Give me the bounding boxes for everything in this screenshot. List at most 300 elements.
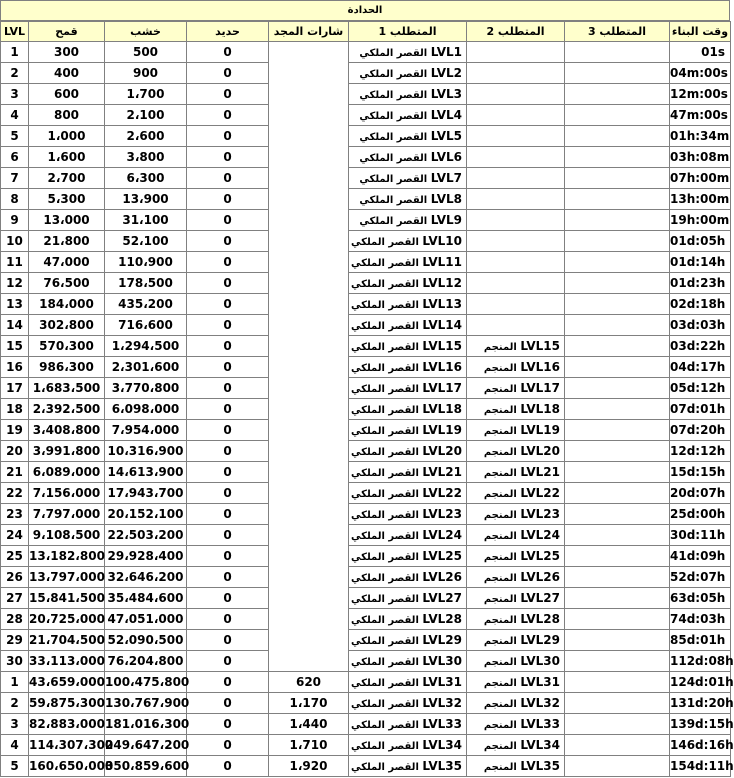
cell-iron: 0: [187, 315, 269, 336]
table-row: [1, 693, 731, 714]
cell-req2-level: LVL33: [520, 717, 560, 731]
cell-req1: [349, 168, 467, 189]
cell-iron: 0: [187, 168, 269, 189]
cell-wood: 2،100: [105, 105, 187, 126]
cell-time: 85d:01h: [670, 630, 731, 651]
cell-req1-building: القصر الملكي: [351, 384, 423, 395]
cell-time: 01d:05h: [670, 231, 731, 252]
cell-req2-building: المنجم: [483, 636, 521, 647]
table-row: [1, 315, 731, 336]
cell-wood: 3،800: [105, 147, 187, 168]
cell-req2: [467, 84, 565, 105]
cell-req2: [467, 714, 565, 735]
cell-iron: 0: [187, 525, 269, 546]
cell-lvl: 4: [1, 735, 29, 756]
cell-wood: 110،900: [105, 252, 187, 273]
cell-wheat: 76،500: [29, 273, 105, 294]
cell-badges: 1،170: [269, 693, 349, 714]
cell-req1: [349, 189, 467, 210]
cell-req1-level: LVL30: [422, 654, 462, 668]
cell-req2-level: LVL32: [520, 696, 560, 710]
cell-iron: 0: [187, 651, 269, 672]
cell-req2: [467, 105, 565, 126]
table-row: [1, 399, 731, 420]
cell-req1-building: القصر الملكي: [351, 405, 423, 416]
cell-wood: 17،943،700: [105, 483, 187, 504]
cell-req3: [565, 630, 670, 651]
table-row: [1, 420, 731, 441]
cell-req1-level: LVL11: [422, 255, 462, 269]
cell-wheat: 184،000: [29, 294, 105, 315]
sheet-title: الحدادة: [0, 0, 730, 21]
cell-req2-level: LVL22: [520, 486, 560, 500]
cell-req3: [565, 168, 670, 189]
cell-req2-building: المنجم: [483, 489, 521, 500]
cell-badges: [269, 567, 349, 588]
header-time: وقت البناء: [670, 22, 731, 42]
cell-req1: [349, 126, 467, 147]
cell-iron: 0: [187, 336, 269, 357]
header-iron: حديد: [187, 22, 269, 42]
cell-req1: [349, 210, 467, 231]
cell-iron: 0: [187, 378, 269, 399]
cell-wood: 7،954،000: [105, 420, 187, 441]
cell-wheat: 400: [29, 63, 105, 84]
cell-badges: [269, 546, 349, 567]
table-row: [1, 84, 731, 105]
cell-req2: [467, 735, 565, 756]
cell-req3: [565, 147, 670, 168]
cell-badges: [269, 441, 349, 462]
cell-wood: 716،600: [105, 315, 187, 336]
cell-req1-level: LVL15: [422, 339, 462, 353]
cell-time: 12d:12h: [670, 441, 731, 462]
cell-req2: [467, 672, 565, 693]
cell-time: 12m:00s: [670, 84, 731, 105]
cell-req1: [349, 252, 467, 273]
cell-wood: 2،600: [105, 126, 187, 147]
cell-req1-building: القصر الملكي: [351, 237, 423, 248]
cell-req2: [467, 756, 565, 777]
cell-lvl: 25: [1, 546, 29, 567]
cell-req1-level: LVL19: [422, 423, 462, 437]
cell-wood: 3،770،800: [105, 378, 187, 399]
table-row: [1, 168, 731, 189]
cell-time: 112d:08h: [670, 651, 731, 672]
cell-req3: [565, 399, 670, 420]
cell-wheat: 160،650،000: [29, 756, 105, 777]
cell-req1-building: القصر الملكي: [359, 69, 431, 80]
cell-req1-building: القصر الملكي: [351, 342, 423, 353]
table-row: [1, 294, 731, 315]
cell-req3: [565, 588, 670, 609]
cell-wheat: 59،875،300: [29, 693, 105, 714]
cell-wood: 52،100: [105, 231, 187, 252]
cell-req1-level: LVL12: [422, 276, 462, 290]
cell-req1: [349, 567, 467, 588]
cell-wood: 76،204،800: [105, 651, 187, 672]
cell-iron: 0: [187, 714, 269, 735]
cell-wheat: 1،600: [29, 147, 105, 168]
cell-lvl: 11: [1, 252, 29, 273]
cell-time: 03d:22h: [670, 336, 731, 357]
cell-req1: [349, 63, 467, 84]
cell-lvl: 2: [1, 63, 29, 84]
cell-req2-level: LVL27: [520, 591, 560, 605]
cell-wheat: 302،800: [29, 315, 105, 336]
cell-req2-level: LVL21: [520, 465, 560, 479]
cell-wheat: 3،991،800: [29, 441, 105, 462]
table-row: [1, 504, 731, 525]
cell-req1: [349, 294, 467, 315]
cell-req1: [349, 105, 467, 126]
cell-req2-building: المنجم: [483, 405, 521, 416]
table-row: [1, 273, 731, 294]
cell-wood: 2،301،600: [105, 357, 187, 378]
cell-iron: 0: [187, 588, 269, 609]
table-row: [1, 630, 731, 651]
cell-req2-level: LVL25: [520, 549, 560, 563]
cell-req3: [565, 84, 670, 105]
cell-time: 47m:00s: [670, 105, 731, 126]
cell-req3: [565, 567, 670, 588]
cell-req2-level: LVL34: [520, 738, 560, 752]
cell-req1: [349, 693, 467, 714]
cell-req2: [467, 588, 565, 609]
table-row: [1, 147, 731, 168]
table-row: [1, 735, 731, 756]
cell-badges: [269, 63, 349, 84]
cell-req1-building: القصر الملكي: [351, 573, 423, 584]
cell-req1: [349, 630, 467, 651]
cell-time: 131d:20h: [670, 693, 731, 714]
cell-req1-building: القصر الملكي: [351, 594, 423, 605]
cell-req1-level: LVL24: [422, 528, 462, 542]
cell-wheat: 600: [29, 84, 105, 105]
cell-iron: 0: [187, 609, 269, 630]
cell-req1-level: LVL29: [422, 633, 462, 647]
cell-req1-building: القصر الملكي: [351, 363, 423, 374]
cell-req3: [565, 357, 670, 378]
cell-req3: [565, 315, 670, 336]
cell-time: 124d:01h: [670, 672, 731, 693]
cell-req2-building: المنجم: [483, 720, 521, 731]
cell-req1: [349, 462, 467, 483]
cell-req2-building: المنجم: [483, 594, 521, 605]
cell-wood: 6،300: [105, 168, 187, 189]
cell-wheat: 114،307،300: [29, 735, 105, 756]
cell-wood: 52،090،500: [105, 630, 187, 651]
cell-badges: [269, 231, 349, 252]
cell-req3: [565, 63, 670, 84]
cell-badges: [269, 651, 349, 672]
cell-req1-level: LVL33: [422, 717, 462, 731]
cell-badges: [269, 126, 349, 147]
cell-req2-building: المنجم: [483, 657, 521, 668]
cell-req2-building: المنجم: [483, 552, 521, 563]
cell-req2: [467, 126, 565, 147]
cell-wheat: 21،800: [29, 231, 105, 252]
cell-badges: [269, 42, 349, 63]
cell-req3: [565, 105, 670, 126]
cell-req1-building: القصر الملكي: [351, 531, 423, 542]
cell-req2: [467, 168, 565, 189]
cell-req1: [349, 336, 467, 357]
cell-req1-level: LVL14: [422, 318, 462, 332]
cell-req1: [349, 399, 467, 420]
cell-lvl: 10: [1, 231, 29, 252]
cell-time: 20d:07h: [670, 483, 731, 504]
cell-iron: 0: [187, 630, 269, 651]
cell-req2: [467, 315, 565, 336]
cell-iron: 0: [187, 441, 269, 462]
table-row: [1, 672, 731, 693]
cell-time: 13h:00m: [670, 189, 731, 210]
cell-lvl: 14: [1, 315, 29, 336]
cell-req2: [467, 147, 565, 168]
cell-req1-building: القصر الملكي: [351, 489, 423, 500]
cell-req1-building: القصر الملكي: [351, 321, 423, 332]
cell-req2-level: LVL29: [520, 633, 560, 647]
cell-req2-level: LVL17: [520, 381, 560, 395]
cell-req3: [565, 672, 670, 693]
cell-req1: [349, 42, 467, 63]
table-row: [1, 609, 731, 630]
cell-req1-building: القصر الملكي: [359, 132, 431, 143]
table-row: [1, 525, 731, 546]
cell-req1-level: LVL5: [430, 129, 462, 143]
cell-req1-level: LVL3: [430, 87, 462, 101]
cell-req2: [467, 420, 565, 441]
cell-req2-building: المنجم: [483, 678, 521, 689]
cell-wheat: 82،883،000: [29, 714, 105, 735]
cell-req2-building: المنجم: [483, 699, 521, 710]
cell-iron: 0: [187, 504, 269, 525]
cell-badges: [269, 336, 349, 357]
header-req2: المتطلب 2: [467, 22, 565, 42]
cell-req2-level: LVL23: [520, 507, 560, 521]
cell-iron: 0: [187, 42, 269, 63]
cell-badges: [269, 168, 349, 189]
cell-badges: [269, 588, 349, 609]
table-row: [1, 105, 731, 126]
cell-req3: [565, 294, 670, 315]
cell-req2-level: LVL26: [520, 570, 560, 584]
cell-iron: 0: [187, 546, 269, 567]
cell-wheat: 986،300: [29, 357, 105, 378]
cell-wheat: 21،704،500: [29, 630, 105, 651]
cell-time: 04d:17h: [670, 357, 731, 378]
cell-req1-building: القصر الملكي: [351, 720, 423, 731]
table-row: [1, 126, 731, 147]
cell-wheat: 2،700: [29, 168, 105, 189]
table-row: [1, 756, 731, 777]
table-row: [1, 378, 731, 399]
cell-time: 03d:03h: [670, 315, 731, 336]
cell-wheat: 5،300: [29, 189, 105, 210]
table-row: [1, 357, 731, 378]
cell-lvl: 12: [1, 273, 29, 294]
cell-req3: [565, 42, 670, 63]
cell-lvl: 27: [1, 588, 29, 609]
cell-badges: 1،920: [269, 756, 349, 777]
cell-req3: [565, 231, 670, 252]
cell-time: 154d:11h: [670, 756, 731, 777]
cell-iron: 0: [187, 420, 269, 441]
cell-req1-building: القصر الملكي: [359, 174, 431, 185]
cell-req1-level: LVL28: [422, 612, 462, 626]
cell-iron: 0: [187, 399, 269, 420]
cell-lvl: 28: [1, 609, 29, 630]
cell-lvl: 2: [1, 693, 29, 714]
cell-req2: [467, 693, 565, 714]
cell-req1-level: LVL1: [430, 45, 462, 59]
cell-iron: 0: [187, 756, 269, 777]
cell-iron: 0: [187, 294, 269, 315]
cell-req1-level: LVL22: [422, 486, 462, 500]
header-wheat: قمح: [29, 22, 105, 42]
cell-wood: 900: [105, 63, 187, 84]
cell-lvl: 5: [1, 126, 29, 147]
cell-req2: [467, 336, 565, 357]
cell-req1: [349, 756, 467, 777]
cell-req2: [467, 609, 565, 630]
cell-req1-building: القصر الملكي: [351, 741, 423, 752]
cell-req2: [467, 441, 565, 462]
cell-wheat: 15،841،500: [29, 588, 105, 609]
cell-time: 63d:05h: [670, 588, 731, 609]
cell-iron: 0: [187, 567, 269, 588]
cell-time: 03h:08m: [670, 147, 731, 168]
cell-req1-level: LVL8: [430, 192, 462, 206]
cell-req1-building: القصر الملكي: [351, 762, 423, 773]
cell-req3: [565, 462, 670, 483]
cell-req2-building: المنجم: [483, 741, 521, 752]
cell-iron: 0: [187, 126, 269, 147]
cell-req2-building: المنجم: [483, 342, 521, 353]
cell-req1: [349, 357, 467, 378]
cell-req2-level: LVL20: [520, 444, 560, 458]
cell-req1-level: LVL20: [422, 444, 462, 458]
cell-req1: [349, 588, 467, 609]
cell-badges: [269, 189, 349, 210]
cell-req3: [565, 336, 670, 357]
cell-req3: [565, 714, 670, 735]
cell-lvl: 9: [1, 210, 29, 231]
cell-req3: [565, 735, 670, 756]
cell-wheat: 7،156،000: [29, 483, 105, 504]
cell-time: 02d:18h: [670, 294, 731, 315]
cell-time: 01h:34m: [670, 126, 731, 147]
cell-req1-building: القصر الملكي: [351, 258, 423, 269]
cell-req2-building: المنجم: [483, 615, 521, 626]
cell-req1-building: القصر الملكي: [359, 153, 431, 164]
cell-req2: [467, 525, 565, 546]
table-row: [1, 483, 731, 504]
cell-wood: 130،767،900: [105, 693, 187, 714]
cell-badges: [269, 252, 349, 273]
cell-wheat: 800: [29, 105, 105, 126]
cell-time: 07d:20h: [670, 420, 731, 441]
cell-req2: [467, 462, 565, 483]
cell-req2-level: LVL19: [520, 423, 560, 437]
cell-badges: [269, 504, 349, 525]
cell-req2-level: LVL28: [520, 612, 560, 626]
cell-req1-building: القصر الملكي: [351, 279, 423, 290]
cell-req3: [565, 546, 670, 567]
cell-req2-building: المنجم: [483, 468, 521, 479]
cell-req1-level: LVL9: [430, 213, 462, 227]
cell-req1: [349, 714, 467, 735]
cell-time: 01s: [670, 42, 731, 63]
cell-iron: 0: [187, 63, 269, 84]
cell-req1-level: LVL26: [422, 570, 462, 584]
cell-lvl: 6: [1, 147, 29, 168]
cell-req3: [565, 273, 670, 294]
cell-req1: [349, 483, 467, 504]
cell-req2-building: المنجم: [483, 531, 521, 542]
cell-req1-building: القصر الملكي: [359, 90, 431, 101]
cell-req2: [467, 357, 565, 378]
cell-badges: [269, 105, 349, 126]
cell-req1-level: LVL34: [422, 738, 462, 752]
cell-badges: [269, 357, 349, 378]
cell-wood: 181،016،300: [105, 714, 187, 735]
cell-badges: 620: [269, 672, 349, 693]
cell-req2-level: LVL16: [520, 360, 560, 374]
cell-wheat: 13،797،000: [29, 567, 105, 588]
cell-req1-level: LVL35: [422, 759, 462, 773]
cell-lvl: 8: [1, 189, 29, 210]
cell-req1-building: القصر الملكي: [351, 447, 423, 458]
cell-req2: [467, 546, 565, 567]
cell-req1-level: LVL23: [422, 507, 462, 521]
cell-req1-level: LVL32: [422, 696, 462, 710]
cell-req2: [467, 294, 565, 315]
cell-time: 05d:12h: [670, 378, 731, 399]
cell-time: 07h:00m: [670, 168, 731, 189]
cell-req2: [467, 273, 565, 294]
cell-req2-building: المنجم: [483, 762, 521, 773]
cell-req1: [349, 315, 467, 336]
cell-time: 01d:14h: [670, 252, 731, 273]
cell-req2-level: LVL31: [520, 675, 560, 689]
cell-iron: 0: [187, 273, 269, 294]
cell-time: 15d:15h: [670, 462, 731, 483]
cell-req2: [467, 231, 565, 252]
cell-badges: [269, 84, 349, 105]
cell-iron: 0: [187, 210, 269, 231]
cell-req2: [467, 504, 565, 525]
cell-lvl: 1: [1, 672, 29, 693]
cell-wood: 22،503،200: [105, 525, 187, 546]
table-row: [1, 714, 731, 735]
cell-lvl: 29: [1, 630, 29, 651]
cell-req2-level: LVL15: [520, 339, 560, 353]
cell-wheat: 300: [29, 42, 105, 63]
cell-req1-building: القصر الملكي: [351, 510, 423, 521]
cell-wood: 35،484،600: [105, 588, 187, 609]
cell-req3: [565, 756, 670, 777]
cell-req1-level: LVL21: [422, 465, 462, 479]
cell-req2: [467, 63, 565, 84]
cell-req1-level: LVL4: [430, 108, 462, 122]
cell-req1: [349, 147, 467, 168]
cell-badges: [269, 525, 349, 546]
cell-time: 52d:07h: [670, 567, 731, 588]
cell-req3: [565, 252, 670, 273]
cell-time: 25d:00h: [670, 504, 731, 525]
